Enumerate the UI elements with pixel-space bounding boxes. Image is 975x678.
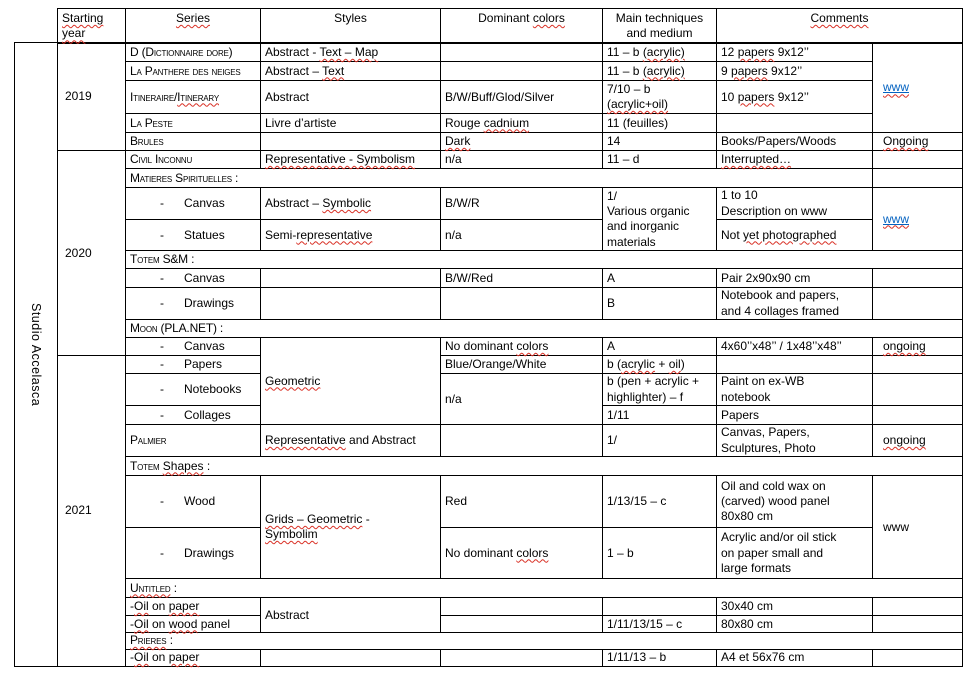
header-cell <box>717 9 963 43</box>
spellcheck-underline: (acrylic) <box>642 63 685 78</box>
table-cell: Abstract <box>261 598 441 633</box>
table-cell: 11 – d <box>603 151 717 169</box>
series-cell <box>126 251 963 269</box>
year-cell: 2019 <box>58 43 126 151</box>
spellcheck-underline: Ongoing <box>883 134 929 149</box>
table-cell: 11 – b (acrylic) <box>603 43 717 62</box>
table-row <box>15 151 963 169</box>
table-cell: n/a <box>441 374 603 425</box>
table-cell <box>441 133 603 151</box>
spellcheck-underline: representative <box>296 227 373 242</box>
header-cell: Dominant colors <box>441 9 603 43</box>
series-cell: -Oil on paper <box>126 649 261 666</box>
table-cell: Not yet photographed <box>717 220 873 251</box>
table-cell <box>441 649 603 666</box>
table-cell: No dominant colors <box>441 338 603 356</box>
year-cell: 2021 <box>58 356 126 666</box>
table-cell: No dominant colors <box>441 528 603 579</box>
spellcheck-underline: Text – Map <box>319 44 379 59</box>
spellcheck-underline: colors <box>516 545 549 560</box>
table-row <box>15 288 963 320</box>
table-row <box>15 43 963 62</box>
spellcheck-underline: ongoing <box>883 433 926 448</box>
table-cell <box>441 598 603 616</box>
status-cell <box>873 269 963 288</box>
spellcheck-underline: Dark <box>445 134 471 149</box>
table-cell: 1/11/13 – b <box>603 649 717 666</box>
series-cell: Untitled : <box>126 579 963 598</box>
table-cell: B/W/Red <box>441 269 603 288</box>
table-cell: Livre d’artiste <box>261 114 441 133</box>
table-cell: A4 et 56x76 cm <box>717 649 873 666</box>
table-cell: 1/11/13/15 – c <box>603 616 717 633</box>
table-cell <box>441 616 603 633</box>
status-cell <box>873 151 963 169</box>
table-row <box>15 649 963 666</box>
spellcheck-underline: yet photographed <box>743 227 837 242</box>
small-caps-text: Palmier <box>130 433 167 448</box>
spellcheck-underline: colors <box>516 339 549 354</box>
table-row <box>15 616 963 633</box>
table-cell: Abstract <box>261 81 441 114</box>
table-row <box>15 598 963 616</box>
spellcheck-underline: Comments <box>810 11 869 25</box>
header-cell <box>58 9 126 43</box>
small-caps-text: La Panthere des neiges <box>130 63 241 78</box>
spellcheck-underline: (acrylic+oil) <box>607 97 669 112</box>
table-cell: Acrylic and/or oil stick on paper small and large formats <box>717 528 873 579</box>
table-cell: 9 papers 9x12’’ <box>717 62 873 81</box>
table-cell: 12 papers 9x12’’ <box>717 43 873 62</box>
spellcheck-underline: Grids – Geometric <box>265 511 363 526</box>
small-caps-text: Totem S&M : <box>130 252 195 267</box>
spellcheck-underline: Symbolic <box>322 196 372 211</box>
table-cell: Rouge cadnium <box>441 114 603 133</box>
series-cell <box>126 114 261 133</box>
spellcheck-underline: Text <box>322 63 345 78</box>
small-caps-text: Itineraire/Itinerary <box>130 89 219 104</box>
spellcheck-underline: Oil <box>134 599 149 614</box>
table-cell: B/W/R <box>441 188 603 220</box>
table-cell: A <box>603 269 717 288</box>
table-cell <box>441 288 603 320</box>
status-cell <box>873 356 963 374</box>
table-row <box>15 457 963 476</box>
table-cell <box>261 338 441 425</box>
table-cell: Red <box>441 476 603 528</box>
table-row <box>15 169 963 188</box>
table-cell: b (pen + acrylic + highlighter) – f <box>603 374 717 406</box>
series-cell: - Papers <box>126 356 261 374</box>
table-cell: B/W/Buff/Glod/Silver <box>441 81 603 114</box>
table-row <box>15 338 963 356</box>
spellcheck-underline: Representative <box>265 433 346 448</box>
spellcheck-underline: papers <box>731 63 768 78</box>
table-cell <box>261 133 441 151</box>
table-cell <box>717 114 873 133</box>
table-row <box>15 528 963 579</box>
table-cell: n/a <box>441 151 603 169</box>
table-row <box>15 476 963 528</box>
table-cell: B <box>603 288 717 320</box>
status-cell <box>873 188 963 251</box>
spellcheck-underline: Representative - Symbolism <box>265 152 416 167</box>
table-row <box>15 374 963 406</box>
series-cell: - Canvas <box>126 269 261 288</box>
series-cell: - Canvas <box>126 188 261 220</box>
table-cell: 1/13/15 – c <box>603 476 717 528</box>
table-row <box>15 62 963 81</box>
table-row <box>15 220 963 251</box>
table-cell <box>261 151 441 169</box>
table-row <box>15 579 963 598</box>
table-cell: Paint on ex-WB notebook <box>717 374 873 406</box>
series-cell: - Drawings <box>126 288 261 320</box>
series-cell <box>126 43 261 62</box>
table-cell <box>603 598 717 616</box>
inventory-table <box>14 8 963 667</box>
small-caps-text: Moon (PLA.NET) : <box>130 321 224 336</box>
table-cell: 80x80 cm <box>717 616 873 633</box>
series-cell: Totem Shapes : <box>126 457 963 476</box>
spellcheck-underline: Symbolim <box>265 527 318 542</box>
www-link[interactable] <box>883 80 909 94</box>
spellcheck-underline: Geometric <box>265 373 321 388</box>
studio-vertical-label: Studio Accelasca <box>15 43 58 666</box>
table-cell <box>441 43 603 62</box>
table-cell: 11 (feuilles) <box>603 114 717 133</box>
spellcheck-underline: Itinerary <box>177 89 219 104</box>
small-caps-text: Untitled <box>130 580 171 595</box>
spellcheck-underline: Series <box>175 11 210 25</box>
status-cell: www <box>873 476 963 579</box>
status-cell <box>873 649 963 666</box>
table-cell: 1 to 10 Description on www <box>717 188 873 220</box>
series-cell: Prieres : <box>126 633 963 649</box>
spellcheck-underline <box>130 633 166 647</box>
table-cell: 1 – b <box>603 528 717 579</box>
series-cell: - Drawings <box>126 528 261 579</box>
header-cell <box>126 9 261 43</box>
table-cell <box>717 356 873 374</box>
table-cell: 1/11 <box>603 406 717 425</box>
spellcheck-underline: paper <box>168 599 200 614</box>
small-caps-text: La Peste <box>130 115 173 130</box>
series-cell <box>126 62 261 81</box>
status-cell <box>873 288 963 320</box>
status-cell <box>873 616 963 633</box>
series-cell <box>126 169 873 188</box>
table-row <box>15 425 963 457</box>
series-cell: - Canvas <box>126 338 261 356</box>
status-cell <box>873 425 963 457</box>
spellcheck-underline: www <box>883 211 909 226</box>
table-row <box>15 251 963 269</box>
status-cell <box>873 374 963 406</box>
table-cell: Abstract – Symbolic <box>261 188 441 220</box>
series-cell: - Statues <box>126 220 261 251</box>
table-cell: Abstract - Text – Map <box>261 43 441 62</box>
table-row <box>15 320 963 338</box>
spellcheck-underline: Interrupted… <box>721 152 792 167</box>
series-cell: -Oil on wood panel <box>126 616 261 633</box>
status-cell <box>873 169 963 188</box>
spellcheck-underline: papers <box>737 44 775 59</box>
table-cell: n/a <box>441 220 603 251</box>
table-cell: Semi-representative <box>261 220 441 251</box>
series-cell: - Wood <box>126 476 261 528</box>
small-caps-text: D (Dictionnaire dore) <box>130 44 233 59</box>
spellcheck-underline: wood <box>168 616 198 631</box>
spellcheck-underline: Shapes <box>162 458 204 473</box>
year-cell: 2020 <box>58 151 126 356</box>
series-cell <box>126 133 261 151</box>
header-row <box>15 9 963 43</box>
small-caps-text: Civil Inconnu <box>130 152 193 167</box>
table-cell: b (acrylic + oil) <box>603 356 717 374</box>
table-cell: 1/ <box>603 425 717 457</box>
table-cell <box>261 288 441 320</box>
table-row <box>15 188 963 220</box>
small-caps-text: Prieres <box>130 633 167 648</box>
small-caps-text: Matieres Spirituelles : <box>130 170 239 185</box>
spellcheck-underline: Oil <box>134 616 149 631</box>
status-cell <box>873 133 963 151</box>
table-cell: 7/10 – b (acrylic+oil) <box>603 81 717 114</box>
table-row <box>15 81 963 114</box>
table-cell: Canvas, Papers, Sculptures, Photo <box>717 425 873 457</box>
spellcheck-underline: Starting <box>62 11 104 25</box>
spellcheck-underline: www <box>883 80 909 95</box>
table-cell: 30x40 cm <box>717 598 873 616</box>
table-cell: Blue/Orange/White <box>441 356 603 374</box>
table-row <box>15 133 963 151</box>
series-cell: - Notebooks <box>126 374 261 406</box>
table-cell: Pair 2x90x90 cm <box>717 269 873 288</box>
series-cell: - Collages <box>126 406 261 425</box>
corner-spacer <box>15 9 58 43</box>
table-cell: 10 papers 9x12’’ <box>717 81 873 114</box>
series-cell <box>126 425 261 457</box>
table-cell: Books/Papers/Woods <box>717 133 873 151</box>
www-link[interactable] <box>883 212 909 226</box>
spellcheck-underline: ongoing <box>883 339 926 354</box>
table-row <box>15 633 963 649</box>
spellcheck-underline: year <box>62 26 86 41</box>
series-cell: -Oil on paper <box>126 598 261 616</box>
small-caps-text: Brules <box>130 134 164 149</box>
table-cell: Representative and Abstract <box>261 425 441 457</box>
spellcheck-underline: (acrylic) <box>642 44 685 59</box>
table-cell <box>261 269 441 288</box>
table-cell: 1/ Various organic and inorganic materials <box>603 188 717 251</box>
spellcheck-underline: papers <box>737 89 775 104</box>
status-cell <box>873 598 963 616</box>
spellcheck-underline: colors <box>532 11 565 25</box>
series-cell <box>126 81 261 114</box>
series-cell <box>126 320 963 338</box>
table-cell: Oil and cold wax on (carved) wood panel 80x80 cm <box>717 476 873 528</box>
table-cell <box>261 649 441 666</box>
table-cell: 4x60’’x48’’ / 1x48’’x48’’ <box>717 338 873 356</box>
spellcheck-underline: acrylic <box>621 357 656 372</box>
table-cell: 14 <box>603 133 717 151</box>
table-cell <box>441 425 603 457</box>
status-cell <box>873 406 963 425</box>
table-row <box>15 356 963 374</box>
table-cell: 11 – b (acrylic) <box>603 62 717 81</box>
spellcheck-underline: Oil <box>134 649 149 664</box>
status-cell <box>873 43 963 133</box>
spellcheck-underline: oil <box>668 357 681 372</box>
table-cell: Grids – Geometric - Symbolim <box>261 476 441 579</box>
status-cell <box>873 338 963 356</box>
table-cell <box>717 151 873 169</box>
small-caps-text: Totem <box>130 458 160 473</box>
spellcheck-underline: paper <box>168 649 200 664</box>
header-cell: Styles <box>261 9 441 43</box>
table-cell <box>441 62 603 81</box>
table-cell: Papers <box>717 406 873 425</box>
spellcheck-underline: cadnium <box>483 115 530 130</box>
series-cell <box>126 151 261 169</box>
spellcheck-underline <box>130 581 170 595</box>
table-row <box>15 269 963 288</box>
header-cell: Main techniques and medium <box>603 9 717 43</box>
table-cell: Abstract – Text <box>261 62 441 81</box>
table-cell: A <box>603 338 717 356</box>
table-cell: Notebook and papers, and 4 collages framed <box>717 288 873 320</box>
table-row <box>15 114 963 133</box>
